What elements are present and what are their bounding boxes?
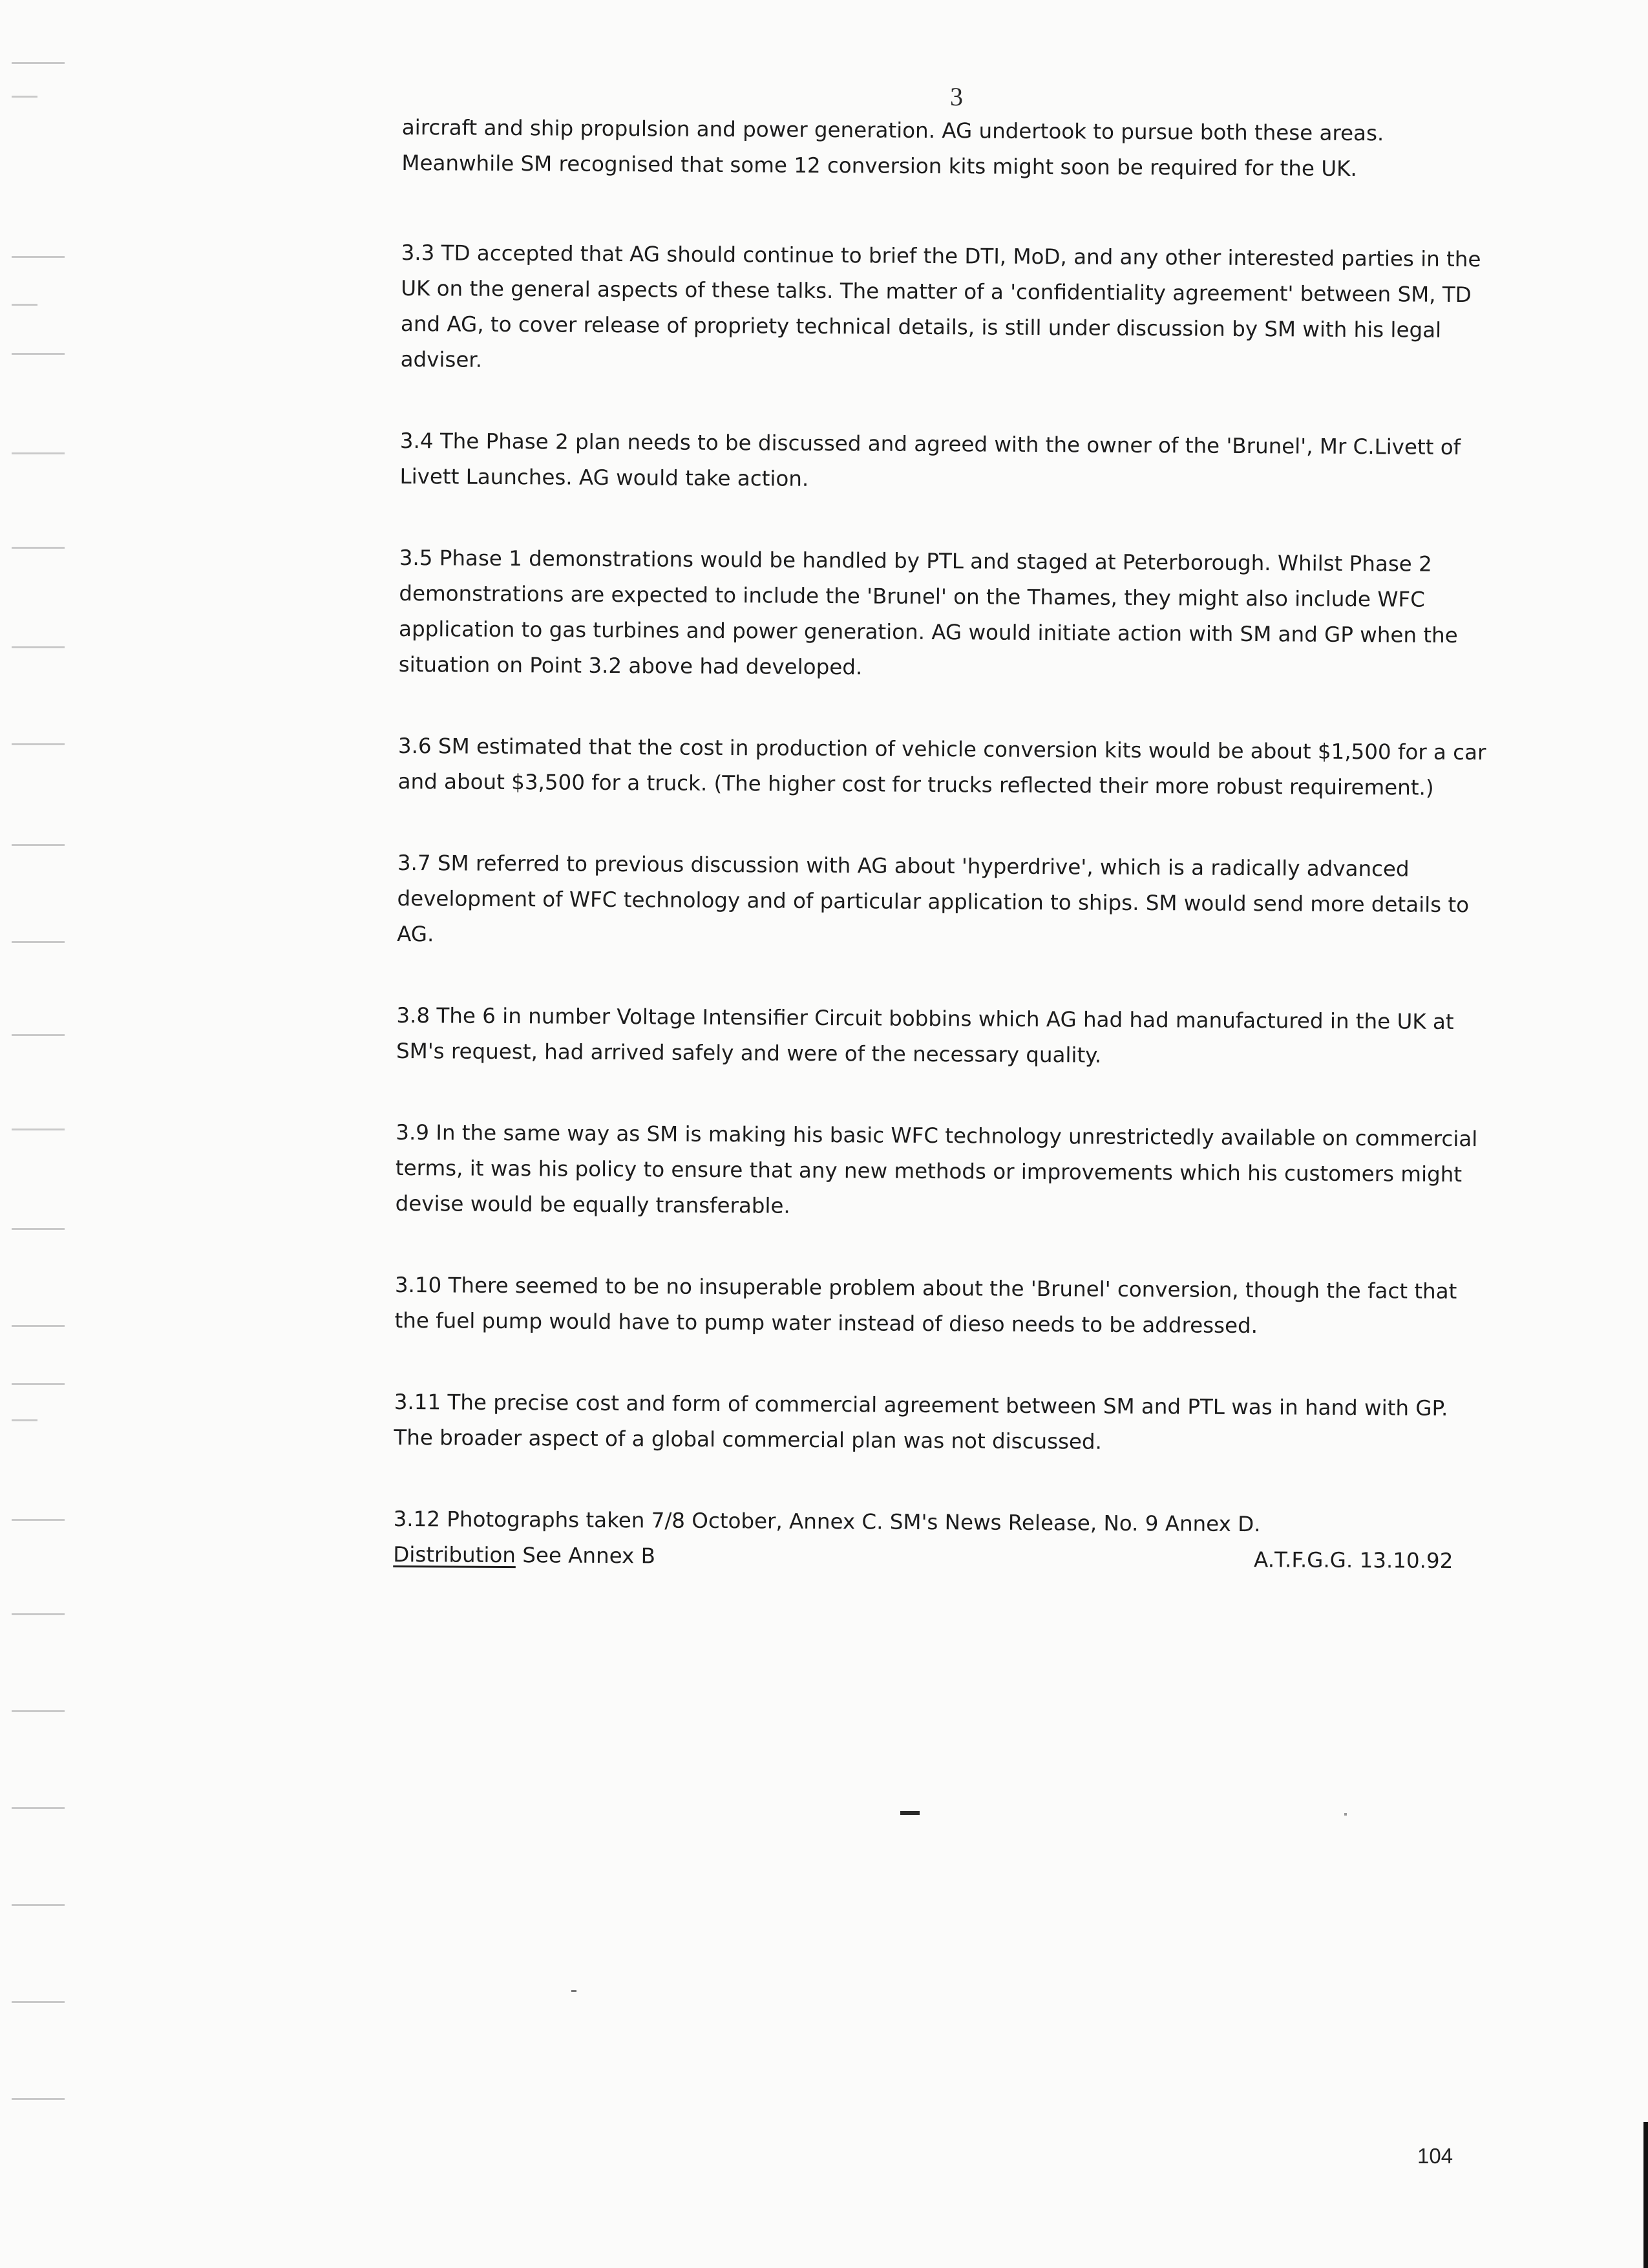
binder-mark	[12, 304, 37, 306]
scan-edge	[1643, 2122, 1648, 2268]
binder-mark	[12, 1519, 65, 1521]
binder-mark	[12, 1383, 65, 1385]
document-body	[393, 110, 1501, 1579]
distribution-label: Distribution	[393, 1542, 516, 1568]
binder-mark	[12, 844, 65, 846]
binder-mark	[12, 2001, 65, 2003]
binder-mark	[12, 1228, 65, 1230]
paragraph-3-12: 3.12 Photographs taken 7/8 October, Annex C. SM's News Release, No. 9 Annex D.	[393, 1506, 1261, 1537]
author-signoff: A.T.F.G.G. 13.10.92	[1253, 1547, 1453, 1573]
binder-mark	[12, 743, 65, 745]
binder-mark	[12, 1613, 65, 1615]
binder-mark	[12, 452, 65, 454]
distribution-line	[393, 1537, 1492, 1579]
paragraph-3-8: 3.8 The 6 in number Voltage Intensifier Circuit bobbins which AG had had manufactured in the UK at SM's request, had arrived safely and were of the necessary quality.	[396, 1002, 1454, 1068]
dash-mark	[900, 1811, 920, 1815]
binder-mark	[12, 353, 65, 355]
paragraph-3-3: 3.3 TD accepted that AG should continue to brief the DTI, MoD, and any other interested parties in the UK on the general aspects of these talks. The matter of a 'confidentiality agreement' between SM, TD and AG, to cover release of propriety technical details, is still under discussion by SM with his legal adviser.	[400, 240, 1481, 372]
binder-mark	[12, 62, 65, 64]
binder-mark	[12, 941, 65, 943]
distribution-text: See Annex B	[515, 1543, 656, 1569]
binder-mark	[12, 547, 65, 549]
paragraph-3-7: 3.7 SM referred to previous discussion with AG about 'hyperdrive', which is a radically advanced development of WFC technology and of particular application to ships. SM would send more details to AG.	[397, 850, 1470, 947]
binder-mark	[12, 646, 65, 648]
paragraph-3-2-continued: aircraft and ship propulsion and power generation. AG undertook to pursue both these areas. Meanwhile SM recognised that some 12 conversion kits might soon be required for the UK.	[401, 114, 1384, 182]
paragraph-3-11: 3.11 The precise cost and form of commercial agreement between SM and PTL was in hand with GP. The broader aspect of a global commercial plan was not discussed.	[394, 1389, 1448, 1454]
paragraph-3-9: 3.9 In the same way as SM is making his basic WFC technology unrestrictedly available on commercial terms, it was his policy to ensure that any new methods or improvements which his customers might devise would be equally transferable.	[395, 1119, 1478, 1218]
binder-mark	[12, 96, 37, 98]
paragraph-3-6: 3.6 SM estimated that the cost in production of vehicle conversion kits would be about $1,500 for a car and about $3,500 for a truck. (The higher cost for trucks reflected their more robust requirement.)	[397, 733, 1486, 800]
binder-mark	[12, 256, 65, 258]
distribution-note	[393, 1537, 655, 1574]
binder-mark	[12, 1034, 65, 1036]
page-number: 3	[950, 82, 963, 111]
binder-mark	[12, 2098, 65, 2100]
binder-mark	[12, 1807, 65, 1809]
paragraph-3-4: 3.4 The Phase 2 plan needs to be discussed and agreed with the owner of the 'Brunel', Mr C.Livett of Livett Launches. AG would take action.	[399, 428, 1461, 491]
scan-speck	[571, 1990, 576, 1992]
archive-page-number: 104	[1417, 2144, 1453, 2168]
scan-speck	[1344, 1813, 1347, 1816]
paragraph-3-5: 3.5 Phase 1 demonstrations would be handled by PTL and staged at Peterborough. Whilst Phase 2 demonstrations are expected to include the 'Brunel' on the Thames, they might also include WFC application to gas turbines and power generation. AG would initiate action with SM and GP when the situation on Point 3.2 above had developed.	[398, 545, 1458, 680]
binder-mark	[12, 1419, 37, 1421]
paragraph-3-10: 3.10 There seemed to be no insuperable problem about the 'Brunel' conversion, though the fact that the fuel pump would have to pump water instead of dieso needs to be addressed.	[394, 1272, 1457, 1339]
binder-mark	[12, 1129, 65, 1130]
binder-mark	[12, 1325, 65, 1327]
binder-mark	[12, 1710, 65, 1712]
binder-mark	[12, 1904, 65, 1906]
